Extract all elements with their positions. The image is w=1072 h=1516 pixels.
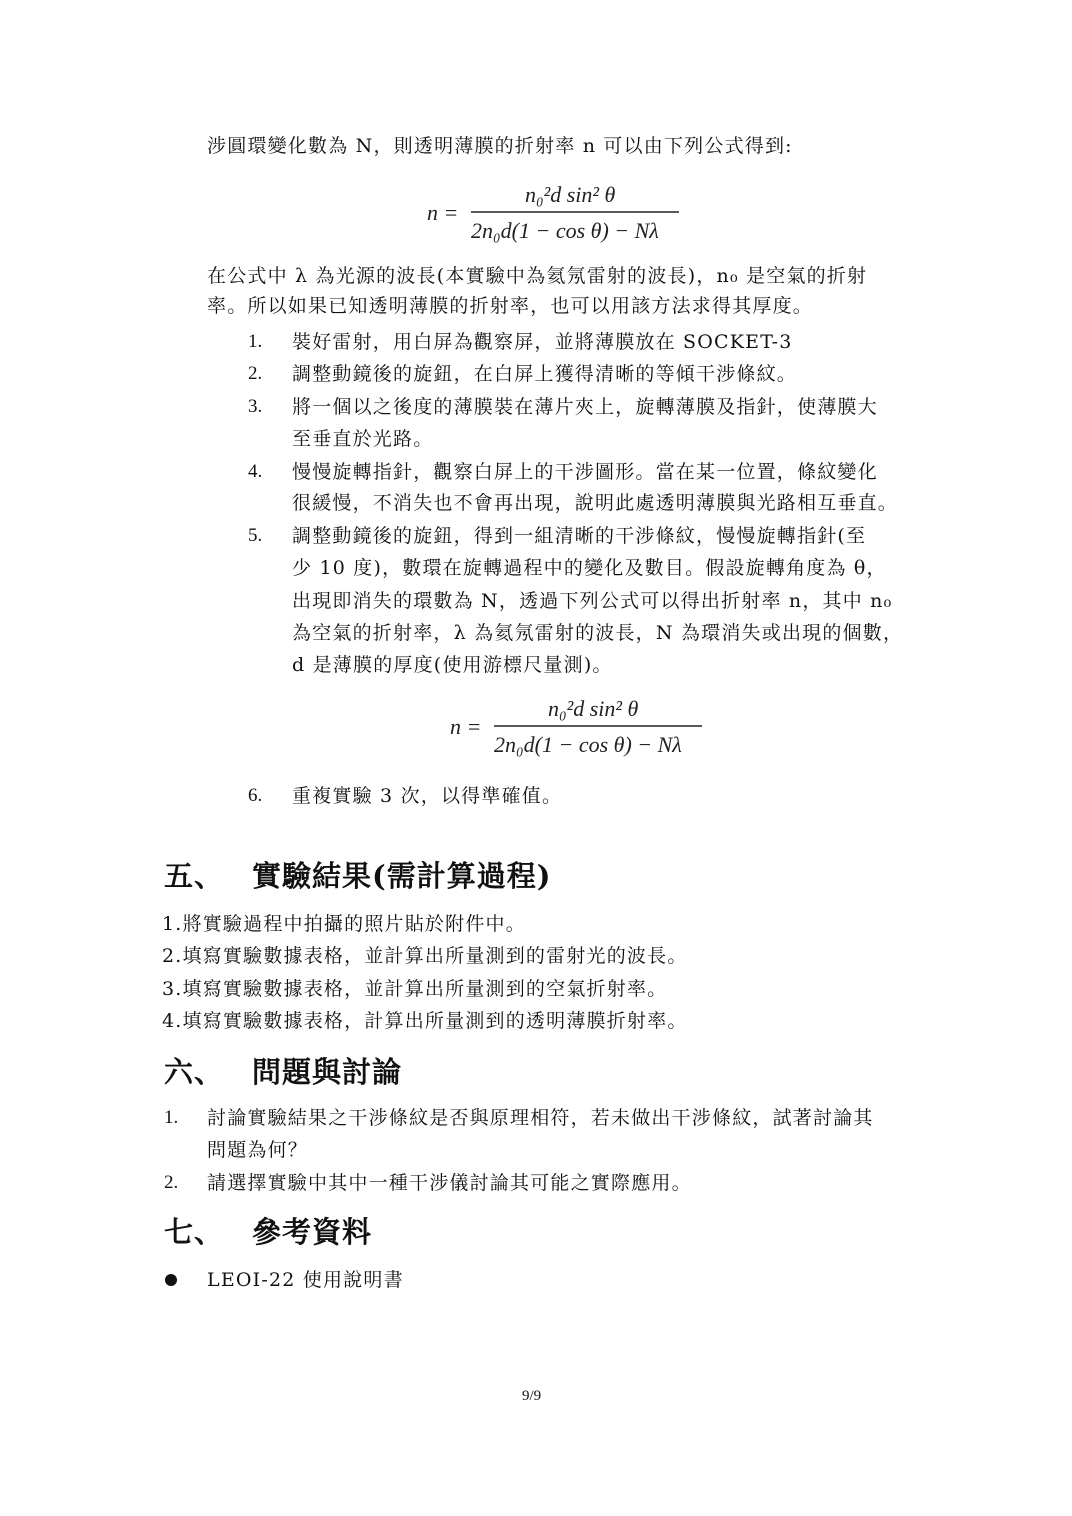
result-item: 3.填寫實驗數據表格，並計算出所量測到的空氣折射率。 <box>162 978 668 1000</box>
formula-lhs: n = <box>427 200 459 225</box>
result-item: 2.填寫實驗數據表格，並計算出所量測到的雷射光的波長。 <box>162 945 688 967</box>
question-number: 2. <box>164 1172 179 1193</box>
step-text: 重複實驗 3 次，以得準確值。 <box>292 785 563 807</box>
step-text: d 是薄膜的厚度(使用游標尺量測)。 <box>292 654 613 676</box>
refractive-index-formula <box>448 690 708 760</box>
step-number: 5. <box>248 525 263 546</box>
section-title: 問題與討論 <box>252 1055 403 1089</box>
section-number: 七、 <box>164 1215 225 1249</box>
formula-lhs: n = <box>450 714 482 739</box>
formula-denominator: 2n₀d(1 − cos θ) − Nλ <box>471 218 659 243</box>
step-text: 少 10 度)，數環在旋轉過程中的變化及數目。假設旋轉角度為 θ， <box>292 557 887 579</box>
result-item: 4.填寫實驗數據表格，計算出所量測到的透明薄膜折射率。 <box>162 1010 688 1032</box>
step-number: 4. <box>248 461 263 482</box>
step-number: 1. <box>248 331 263 352</box>
paragraph-line: 在公式中 λ 為光源的波長(本實驗中為氦氖雷射的波長)，n₀ 是空氣的折射 <box>207 265 868 287</box>
step-text: 出現即消失的環數為 N，透過下列公式可以得出折射率 n，其中 n₀ <box>292 590 893 612</box>
step-text: 調整動鏡後的旋鈕，在白屏上獲得清晰的等傾干涉條紋。 <box>292 363 798 385</box>
step-number: 6. <box>248 785 263 806</box>
question-text: 討論實驗結果之干涉條紋是否與原理相符，若未做出干涉條紋，試著討論其 <box>207 1107 874 1129</box>
page-number: 9/9 <box>522 1388 542 1404</box>
intro-line: 涉圓環變化數為 N，則透明薄膜的折射率 n 可以由下列公式得到: <box>207 135 793 157</box>
refractive-index-formula <box>425 176 685 246</box>
section-number: 六、 <box>164 1055 225 1089</box>
step-text: 裝好雷射，用白屏為觀察屏，並將薄膜放在 SOCKET-3 <box>292 331 793 353</box>
step-text: 很緩慢，不消失也不會再出現，說明此處透明薄膜與光路相互垂直。 <box>292 492 899 514</box>
step-text: 為空氣的折射率，λ 為氦氖雷射的波長，N 為環消失或出現的個數， <box>292 622 904 644</box>
question-text: 問題為何？ <box>207 1139 309 1161</box>
section-number: 五、 <box>164 859 225 893</box>
step-text: 至垂直於光路。 <box>292 428 434 450</box>
formula-numerator: n₀²d sin² θ <box>525 182 616 207</box>
formula-denominator: 2n₀d(1 − cos θ) − Nλ <box>494 732 682 757</box>
result-item: 1.將實驗過程中拍攝的照片貼於附件中。 <box>162 913 526 935</box>
step-text: 調整動鏡後的旋鈕，得到一組清晰的干涉條紋，慢慢旋轉指針(至 <box>292 525 867 547</box>
section-title: 參考資料 <box>252 1215 373 1249</box>
step-number: 3. <box>248 396 263 417</box>
question-text: 請選擇實驗中其中一種干涉儀討論其可能之實際應用。 <box>207 1172 692 1194</box>
formula-numerator: n₀²d sin² θ <box>548 696 639 721</box>
question-number: 1. <box>164 1107 179 1128</box>
section-title: 實驗結果(需計算過程) <box>252 859 552 893</box>
step-number: 2. <box>248 363 263 384</box>
step-text: 慢慢旋轉指針，觀察白屏上的干涉圖形。當在某一位置，條紋變化 <box>292 461 878 483</box>
reference-item: LEOI-22 使用說明書 <box>207 1269 404 1291</box>
step-text: 將一個以之後度的薄膜裝在薄片夾上，旋轉薄膜及指針，使薄膜大 <box>292 396 878 418</box>
paragraph-line: 率。所以如果已知透明薄膜的折射率，也可以用該方法求得其厚度。 <box>207 295 814 317</box>
bullet-icon <box>165 1274 177 1286</box>
